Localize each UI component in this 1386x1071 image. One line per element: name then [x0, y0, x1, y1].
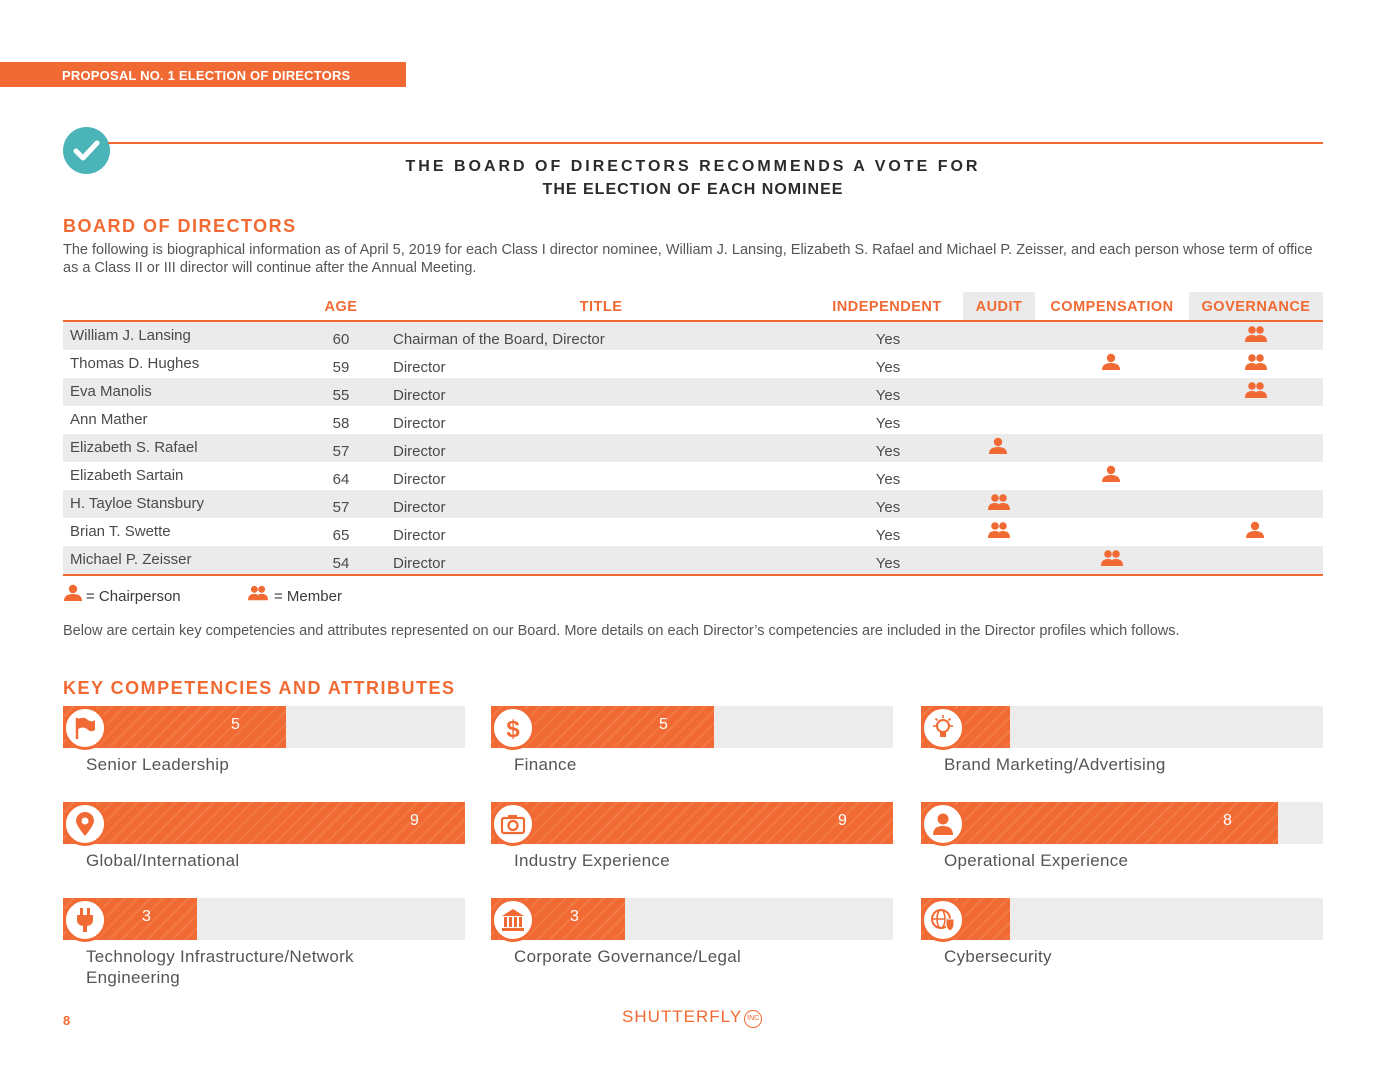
- header-age: AGE: [324, 299, 358, 315]
- competency-count: 3: [142, 908, 151, 925]
- member-icon: [1101, 549, 1123, 569]
- camera-icon: [491, 802, 535, 846]
- location-pin-icon: [63, 802, 107, 846]
- director-age: 65: [332, 527, 350, 544]
- board-intro: The following is biographical information as of April 5, 2019 for each Class I director nominee, William J. Lansing, Elizabeth S. Rafael and Michael P. Zeisser, and each person whose term of office as a Class II or III director will continue after the Annual Meeting.: [63, 242, 1313, 276]
- header-compensation: COMPENSATION: [1050, 299, 1174, 315]
- logo-inc: INC: [744, 1010, 762, 1028]
- competency-count: 9: [410, 812, 419, 829]
- director-independent: Yes: [875, 359, 901, 376]
- board-section-title: BOARD OF DIRECTORS: [63, 216, 297, 236]
- director-independent: Yes: [875, 387, 901, 404]
- globe-shield-icon: [921, 898, 965, 942]
- person-icon: [921, 802, 965, 846]
- competency-label: Cybersecurity: [944, 947, 1052, 966]
- table-row: [63, 378, 1323, 406]
- competency-item: [63, 802, 465, 892]
- director-age: 57: [332, 443, 350, 460]
- competency-bar: [491, 802, 893, 844]
- director-independent: Yes: [875, 499, 901, 516]
- director-age: 64: [332, 471, 350, 488]
- divider: [108, 142, 1323, 144]
- director-name: Elizabeth S. Rafael: [70, 439, 198, 456]
- director-title: Chairman of the Board, Director: [393, 331, 605, 348]
- table-bottom-rule: [63, 574, 1323, 576]
- table-row: [63, 322, 1323, 350]
- legend-member-label: = Member: [274, 588, 342, 605]
- dollar-icon: [491, 706, 535, 750]
- director-name: Elizabeth Sartain: [70, 467, 184, 484]
- member-icon: [988, 493, 1010, 513]
- competency-count: 9: [838, 812, 847, 829]
- table-body: [63, 322, 1323, 574]
- director-title: Director: [393, 415, 446, 432]
- recommendation-line-2: THE ELECTION OF EACH NOMINEE: [542, 181, 844, 198]
- director-independent: Yes: [875, 331, 901, 348]
- director-age: 59: [332, 359, 350, 376]
- member-icon: [1245, 381, 1267, 401]
- competency-label: Brand Marketing/Advertising: [944, 755, 1166, 774]
- competency-item: [491, 802, 893, 892]
- director-independent: Yes: [875, 555, 901, 572]
- director-name: Brian T. Swette: [70, 523, 171, 540]
- director-age: 57: [332, 499, 350, 516]
- table-row: [63, 406, 1323, 434]
- director-age: 54: [332, 555, 350, 572]
- competency-item: [921, 802, 1323, 892]
- director-independent: Yes: [875, 527, 901, 544]
- director-title: Director: [393, 555, 446, 572]
- competency-item: [921, 898, 1323, 988]
- competency-label: Technology Infrastructure/Network Engineering: [86, 947, 354, 987]
- director-name: Ann Mather: [70, 411, 148, 428]
- director-age: 58: [332, 415, 350, 432]
- director-title: Director: [393, 499, 446, 516]
- competencies-title: KEY COMPETENCIES AND ATTRIBUTES: [63, 678, 456, 698]
- director-age: 55: [332, 387, 350, 404]
- chairperson-icon: [988, 437, 1010, 457]
- competency-item: [63, 706, 465, 796]
- competency-label: Global/International: [86, 851, 240, 870]
- competency-count: 3: [570, 908, 579, 925]
- director-title: Director: [393, 443, 446, 460]
- competency-label: Industry Experience: [514, 851, 670, 870]
- director-independent: Yes: [875, 443, 901, 460]
- flag-icon: [63, 706, 107, 750]
- competency-count: 5: [659, 716, 668, 733]
- competency-label: Finance: [514, 755, 577, 774]
- chairperson-icon: [1245, 521, 1267, 541]
- competencies-note: Below are certain key competencies and attributes represented on our Board. More details on each Director’s competencies are included in the Director profiles which follows.: [63, 623, 1180, 639]
- board-table: [63, 292, 1323, 576]
- director-title: Director: [393, 471, 446, 488]
- competency-item: [921, 706, 1323, 796]
- member-icon: [1245, 325, 1267, 345]
- competency-label: Operational Experience: [944, 851, 1129, 870]
- shutterfly-logo: [622, 1007, 762, 1028]
- chairperson-icon: [1101, 353, 1123, 373]
- director-title: Director: [393, 359, 446, 376]
- logo-text: SHUTTERFLY: [622, 1007, 743, 1026]
- competency-label: Corporate Governance/Legal: [514, 947, 742, 966]
- plug-icon: [63, 898, 107, 942]
- table-row: [63, 490, 1323, 518]
- legend-chair-label: = Chairperson: [86, 588, 181, 605]
- header-title: TITLE: [579, 299, 623, 315]
- table-row: [63, 350, 1323, 378]
- chairperson-icon: [63, 584, 83, 602]
- competency-count: 8: [1223, 812, 1232, 829]
- director-name: Eva Manolis: [70, 383, 152, 400]
- table-row: [63, 546, 1323, 574]
- director-name: William J. Lansing: [70, 327, 191, 344]
- member-icon: [988, 521, 1010, 541]
- director-title: Director: [393, 387, 446, 404]
- director-name: Michael P. Zeisser: [70, 551, 192, 568]
- lightbulb-icon: [921, 706, 965, 750]
- header-independent: INDEPENDENT: [832, 299, 942, 315]
- competency-label: Senior Leadership: [86, 755, 230, 774]
- table-row: [63, 462, 1323, 490]
- header-governance: GOVERNANCE: [1189, 292, 1323, 320]
- director-independent: Yes: [875, 415, 901, 432]
- director-title: Director: [393, 527, 446, 544]
- member-icon: [1245, 353, 1267, 373]
- bank-icon: [491, 898, 535, 942]
- competency-count: 5: [231, 716, 240, 733]
- header-audit: AUDIT: [963, 292, 1035, 320]
- chairperson-icon: [1101, 465, 1123, 485]
- table-row: [63, 518, 1323, 546]
- director-name: Thomas D. Hughes: [70, 355, 200, 372]
- director-independent: Yes: [875, 471, 901, 488]
- page-number: 8: [63, 1013, 71, 1028]
- section-banner: [0, 62, 406, 87]
- competency-item: [491, 706, 893, 796]
- table-row: [63, 434, 1323, 462]
- competency-bar: [63, 802, 465, 844]
- director-name: H. Tayloe Stansbury: [70, 495, 204, 512]
- competency-item: [63, 898, 465, 988]
- svg-text:$: $: [506, 716, 520, 742]
- recommendation-line-1: THE BOARD OF DIRECTORS RECOMMENDS A VOTE FOR: [405, 158, 981, 175]
- table-header: [63, 292, 1323, 320]
- banner-label: PROPOSAL NO. 1 ELECTION OF DIRECTORS: [62, 68, 351, 83]
- director-age: 60: [332, 331, 350, 348]
- member-icon: [248, 584, 268, 602]
- competency-item: [491, 898, 893, 988]
